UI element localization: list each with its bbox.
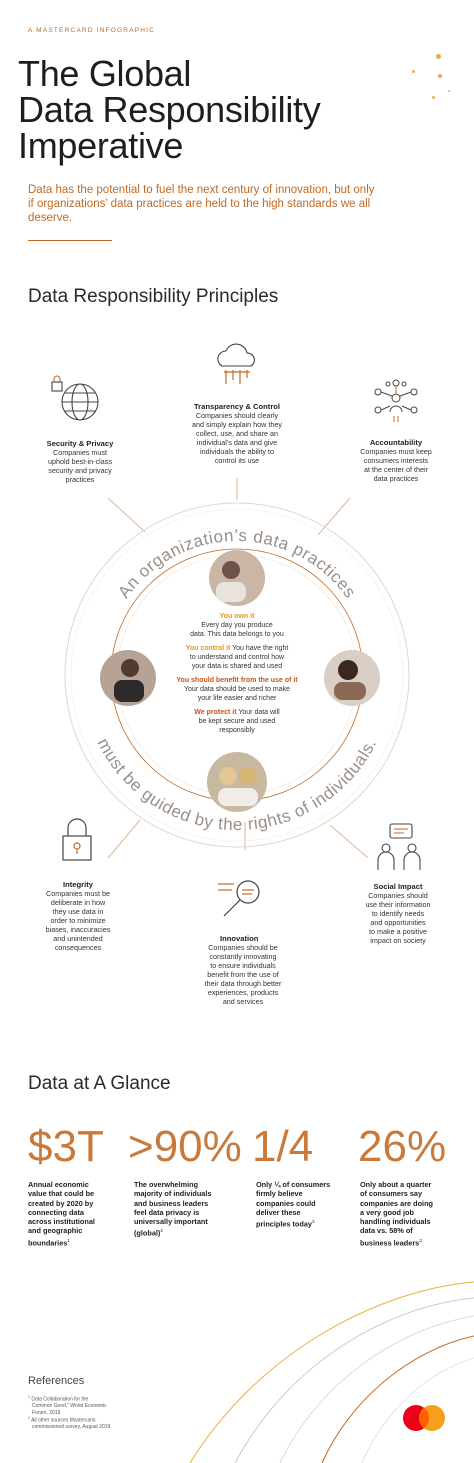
right-benefit-label: You should benefit from the use of it xyxy=(176,677,298,684)
footnote-mark: 1 xyxy=(67,1237,70,1243)
principle-body-line: to ensure individuals xyxy=(210,961,276,970)
right-text-line: be kept secure and used xyxy=(198,718,276,725)
principle-body-line: they use data in xyxy=(52,907,104,916)
principle-body-line: uphold best-in-class xyxy=(48,457,112,466)
principle-body-line: to make a positive xyxy=(369,927,427,936)
stat-line: companies could xyxy=(256,1198,316,1208)
gold-dot xyxy=(436,54,441,59)
principle-body-line: Companies must keep xyxy=(360,447,432,456)
magnifier-icon xyxy=(216,878,266,922)
right-control-label: You control it xyxy=(185,645,231,652)
right-text-line: Your data should be used to make xyxy=(184,686,290,693)
principle-body-line: consequences xyxy=(54,943,102,952)
network-people-icon xyxy=(370,378,422,426)
footnote-mark: 3 xyxy=(311,1219,315,1225)
principle-body-line: Companies should xyxy=(368,891,428,900)
right-control-line xyxy=(157,644,317,653)
reference-line: Forum, 2019 xyxy=(32,1409,61,1416)
principle-body-line: individuals the ability to xyxy=(200,447,274,456)
stat-line: created by 2020 by xyxy=(28,1198,94,1208)
principle-body-line: to identify needs xyxy=(371,909,425,918)
stat-line: The overwhelming xyxy=(134,1180,199,1189)
stat-line: and business leaders xyxy=(134,1198,209,1208)
title-line-3: Imperative xyxy=(18,125,184,166)
principle-title: Transparency & Control xyxy=(193,402,281,411)
principle-body-line: Companies should clearly xyxy=(195,411,279,420)
principle-body-line: impact on society xyxy=(370,936,426,945)
globe-lock-icon xyxy=(48,374,102,424)
stat-line: Only ¼ of consumers xyxy=(256,1180,331,1189)
glance-heading: Data at A Glance xyxy=(28,1073,171,1094)
principle-social-impact xyxy=(340,882,456,945)
references-heading: References xyxy=(28,1375,85,1387)
stat-1 xyxy=(28,1122,128,1248)
stat-line: Only about a quarter xyxy=(360,1180,432,1189)
stat-line: companies are doing xyxy=(360,1198,433,1208)
reference-line: commissioned survey, August 2019 xyxy=(32,1424,111,1431)
stat-text xyxy=(358,1180,466,1248)
principle-body-line: collect, use, and share an xyxy=(196,429,278,438)
right-text-line: your life easier and richer xyxy=(197,695,277,702)
principle-body-line: practices xyxy=(65,475,95,484)
padlock-icon xyxy=(60,816,94,864)
right-text-line: Every day you produce xyxy=(201,622,273,629)
principle-body-line: control its use xyxy=(214,456,260,465)
principle-title: Innovation xyxy=(220,934,259,943)
right-text-line: to understand and control how xyxy=(189,654,285,661)
stat-3 xyxy=(252,1122,352,1229)
title-line-2: Data Responsibility xyxy=(18,89,321,130)
principle-body-line: at the center of their xyxy=(364,465,428,474)
intro-text: Data has the potential to fuel the next century of innovation, but only if organizations’ data practices are held to the high standards we all deserve. xyxy=(28,184,375,224)
people-chat-icon xyxy=(374,822,426,874)
stat-line: (global) xyxy=(134,1228,161,1238)
accent-rule xyxy=(28,240,112,241)
stat-line: a very good job xyxy=(360,1207,414,1217)
principle-title: Social Impact xyxy=(373,882,423,891)
principle-body-line: their data through better xyxy=(204,979,282,988)
principle-body-line: and simply explain how they xyxy=(192,420,282,429)
stat-text xyxy=(28,1180,128,1248)
stat-value: 26% xyxy=(358,1122,447,1171)
cloud-data-icon xyxy=(212,340,262,388)
principle-body-line: and services xyxy=(222,997,264,1006)
stat-line: data vs. 58% of xyxy=(360,1226,413,1236)
principle-security-privacy xyxy=(22,439,138,484)
reference-1 xyxy=(28,1394,158,1416)
stat-2 xyxy=(128,1122,248,1238)
reference-line: Common Good,” World Economic xyxy=(32,1403,107,1410)
principle-innovation xyxy=(172,934,314,1006)
reference-2 xyxy=(28,1415,158,1431)
gold-dot xyxy=(412,70,415,73)
gold-dot xyxy=(438,74,442,78)
right-own-label: You own it xyxy=(219,613,255,620)
principle-title: Security & Privacy xyxy=(46,439,114,448)
right-protect-line xyxy=(157,708,317,717)
right-text-line: responsibly xyxy=(219,727,255,734)
right-text-inline: Your data will xyxy=(236,709,280,716)
reference-line: All other sources Mastercard- xyxy=(31,1417,97,1424)
principle-body-line: benefit from the use of xyxy=(207,970,279,979)
rights-block xyxy=(157,612,317,735)
reference-line: Data Collaboration for the xyxy=(31,1396,89,1403)
footnote-mark: 3 xyxy=(419,1237,422,1243)
stat-line: across institutional xyxy=(28,1217,95,1227)
principle-transparency-control xyxy=(172,402,302,465)
stat-line: connecting data xyxy=(28,1207,84,1217)
stat-text xyxy=(128,1180,248,1238)
footnote-mark: 2 xyxy=(160,1228,163,1234)
reference-mark: 2 xyxy=(28,1416,30,1420)
principle-body-line: deliberate in how xyxy=(50,898,106,907)
arc-top-text: An organization’s data practices xyxy=(114,525,360,602)
principle-body-line: biases, inaccuracies xyxy=(45,925,111,934)
stat-value: $3T xyxy=(28,1122,104,1171)
stat-line: business leaders xyxy=(360,1238,420,1248)
principles-heading: Data Responsibility Principles xyxy=(28,286,279,307)
principle-accountability xyxy=(338,438,454,483)
stat-line: feel data privacy is xyxy=(134,1207,200,1217)
stat-line: majority of individuals xyxy=(134,1189,212,1199)
stat-line: handling individuals xyxy=(360,1217,431,1227)
eyebrow: A MASTERCARD INFOGRAPHIC xyxy=(28,27,156,34)
decorative-arcs xyxy=(0,1270,474,1463)
principle-body-line: and opportunities xyxy=(370,918,426,927)
stat-line: of consumers say xyxy=(360,1189,423,1199)
stat-line: principles today xyxy=(256,1219,312,1229)
stat-value: >90% xyxy=(128,1122,242,1171)
stat-line: universally important xyxy=(134,1217,208,1227)
right-text-line: data. This data belongs to you xyxy=(190,631,284,638)
principle-body-line: experiences, products xyxy=(207,988,279,997)
arc-bottom-text: must be guided by the rights of individuals. xyxy=(93,735,381,835)
principle-body-line: Companies must xyxy=(53,448,107,457)
principle-body-line: individual’s data and give xyxy=(196,438,278,447)
principle-body-line: constantly innovating xyxy=(209,952,277,961)
right-text-inline: You have the right xyxy=(230,645,289,652)
title-line-1: The Global xyxy=(18,53,192,94)
right-protect-label: We protect it xyxy=(194,709,237,716)
principle-title: Accountability xyxy=(369,438,423,447)
stat-line: firmly believe xyxy=(256,1189,303,1199)
stat-line: value that could be xyxy=(28,1189,95,1199)
gold-dot xyxy=(448,90,450,92)
stat-line: deliver these xyxy=(256,1207,301,1217)
stat-4 xyxy=(358,1122,466,1248)
principle-title: Integrity xyxy=(63,880,93,889)
stat-line: and geographic xyxy=(28,1226,83,1236)
stat-line: boundaries xyxy=(28,1238,68,1248)
stat-line: Annual economic xyxy=(28,1180,89,1189)
principle-body-line: security and privacy xyxy=(48,466,112,475)
gold-dot xyxy=(432,96,435,99)
principle-body-line: use their information xyxy=(365,900,431,909)
principle-body-line: data practices xyxy=(373,474,419,483)
principle-body-line: and unintended xyxy=(53,934,103,943)
mastercard-logo xyxy=(402,1404,446,1432)
page-title xyxy=(18,53,321,166)
principle-body-line: Companies must be xyxy=(46,889,110,898)
principle-body-line: consumers interests xyxy=(363,456,429,465)
principle-body-line: Companies should be xyxy=(208,943,278,952)
right-text-line: your data is shared and used xyxy=(191,663,283,670)
reference-mark: 1 xyxy=(28,1395,30,1399)
principle-integrity xyxy=(20,880,136,952)
stat-text xyxy=(252,1180,352,1229)
stat-value: 1/4 xyxy=(252,1122,314,1171)
principle-body-line: order to minimize xyxy=(50,916,106,925)
